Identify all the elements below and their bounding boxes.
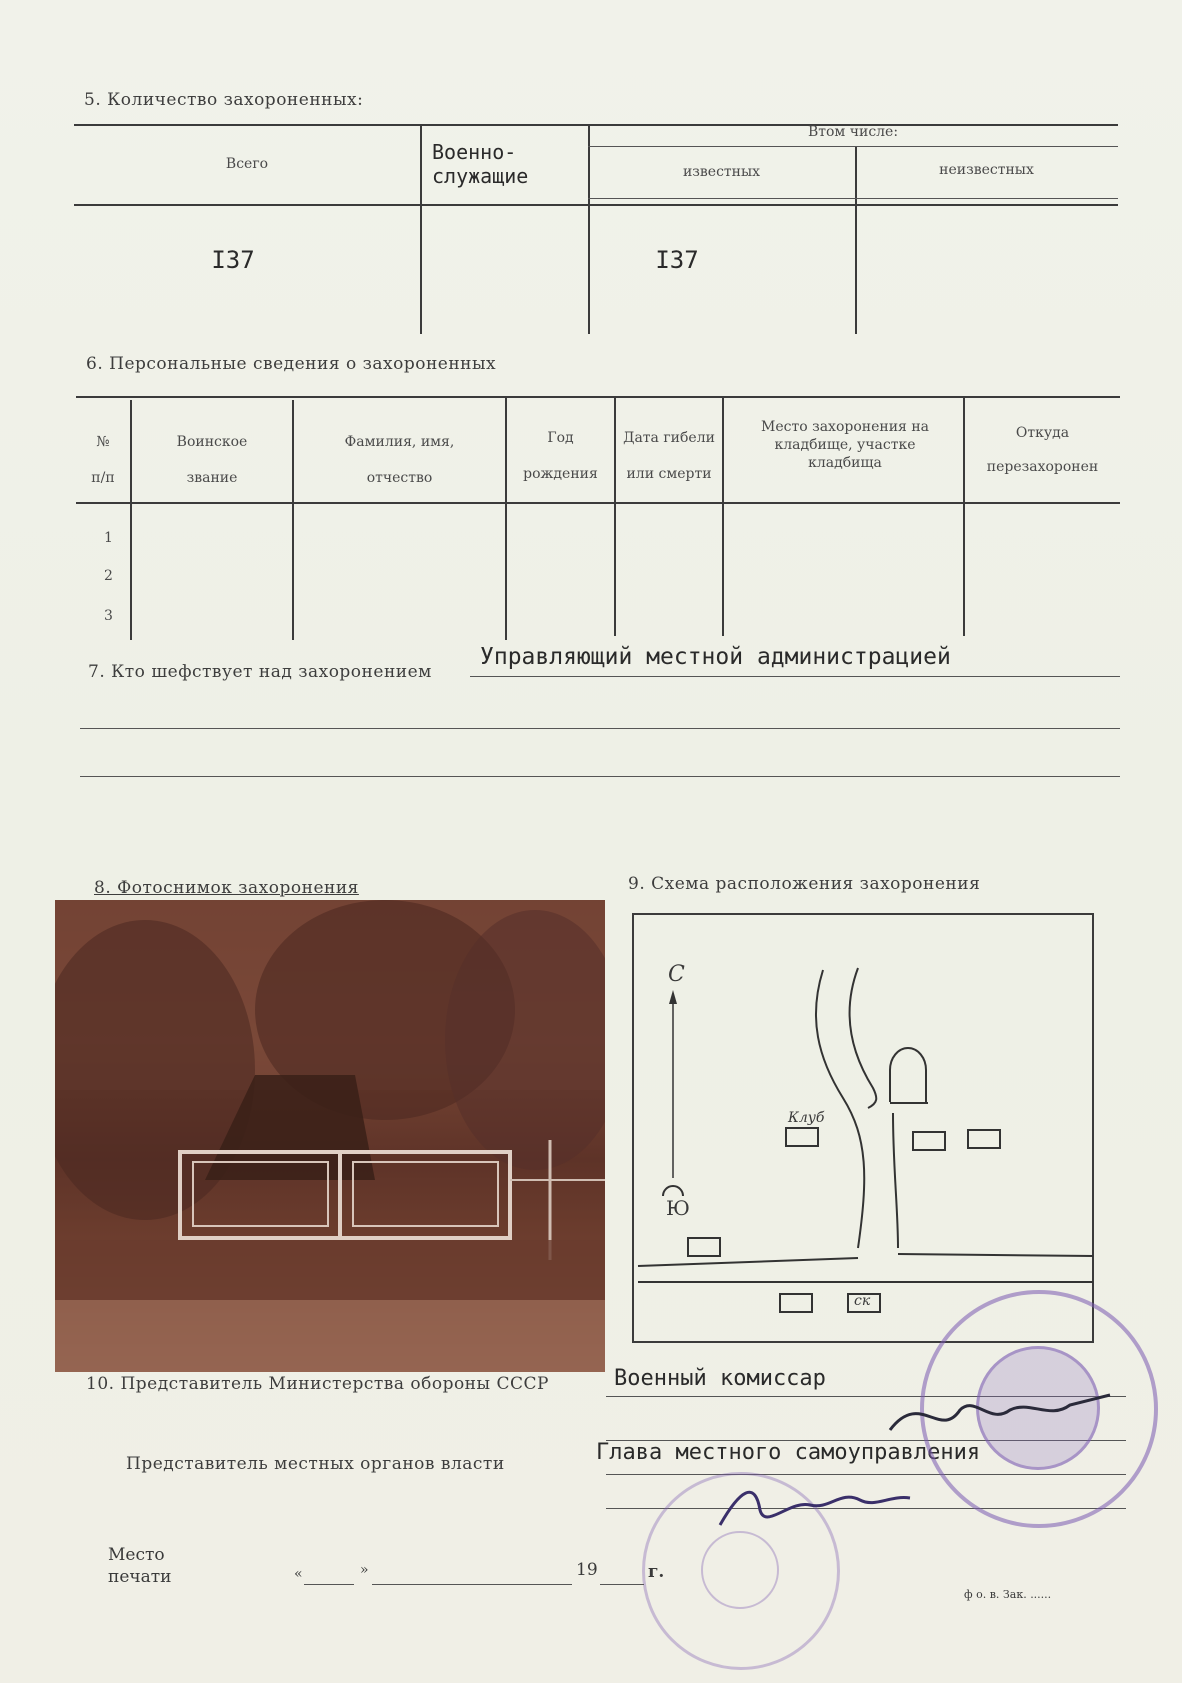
patron-value: Управляющий местной администрацией <box>480 644 951 670</box>
col-rank-header: Воинское звание <box>176 434 248 486</box>
col-total-header: Всего <box>225 156 269 172</box>
date-quote-close: » <box>360 1562 369 1578</box>
patron-line-1 <box>470 676 1120 677</box>
date-year-prefix: 19 <box>576 1560 598 1580</box>
club-label: Клуб <box>788 1110 825 1126</box>
photo-image <box>55 900 605 1372</box>
row-number-3: 3 <box>104 608 113 624</box>
section8-title: 8. Фотоснимок захоронения <box>94 878 359 898</box>
row-number-1: 1 <box>104 530 113 546</box>
date-month-line <box>372 1584 572 1585</box>
col-name-header: Фамилия, имя, отчество <box>344 434 455 486</box>
col-number-header: № п/п <box>91 434 115 486</box>
col-military-header: Военно- служащие <box>432 140 529 188</box>
signature-local <box>700 1470 920 1540</box>
section7-label: 7. Кто шефствует над захоронением <box>88 662 432 682</box>
patron-line-2 <box>80 728 1120 729</box>
date-year-suffix: г. <box>648 1562 665 1582</box>
signature-military <box>880 1380 1120 1450</box>
section10-local-label: Представитель местных органов власти <box>126 1454 505 1474</box>
section6-title: 6. Персональные сведения о захороненных <box>86 354 497 374</box>
date-quote-open: « <box>294 1566 303 1582</box>
known-value: I37 <box>655 246 699 274</box>
section10-mo-label: 10. Представитель Министерства обороны СССР <box>86 1374 549 1394</box>
total-value: I37 <box>211 246 255 274</box>
col-burial-place-header: Место захоронения на кладбище, участке кладбища <box>760 419 930 471</box>
table5-sub-line-2 <box>588 198 1118 199</box>
table5-sub-line <box>588 146 1118 147</box>
north-label: С <box>668 962 685 987</box>
section5-title: 5. Количество захороненных: <box>84 90 364 110</box>
stamp-inner-circle <box>701 1531 779 1609</box>
table5-divider-2 <box>588 124 590 334</box>
col-death-header: Дата гибели или смерти <box>623 430 715 482</box>
mo-representative-value: Военный комиссар <box>614 1366 826 1391</box>
col-origin-header: Откуда перезахоронен <box>986 425 1099 475</box>
place-of-stamp-label: Место печати <box>108 1545 172 1587</box>
col-including-header: Втом числе: <box>807 124 899 140</box>
col-known-header: известных <box>682 164 761 180</box>
date-year-line <box>600 1584 644 1585</box>
print-code: ф о. в. Зак. ...... <box>964 1588 1052 1601</box>
col-birth-header: Год рождения <box>523 430 598 482</box>
local-representative-value: Глава местного самоуправления <box>596 1440 981 1465</box>
south-label: Ю <box>666 1196 690 1220</box>
table5-divider-1 <box>420 124 422 334</box>
date-day-line <box>304 1584 354 1585</box>
burial-photo <box>55 900 605 1372</box>
section9-title: 9. Схема расположения захоронения <box>628 874 981 894</box>
col-unknown-header: неизвестных <box>939 162 1034 178</box>
patron-line-3 <box>80 776 1120 777</box>
row-number-2: 2 <box>104 568 113 584</box>
shop-label: ск <box>854 1293 871 1309</box>
table5-header-line <box>74 204 1118 206</box>
table6-divider-5 <box>722 396 724 636</box>
location-scheme <box>628 908 1100 1348</box>
